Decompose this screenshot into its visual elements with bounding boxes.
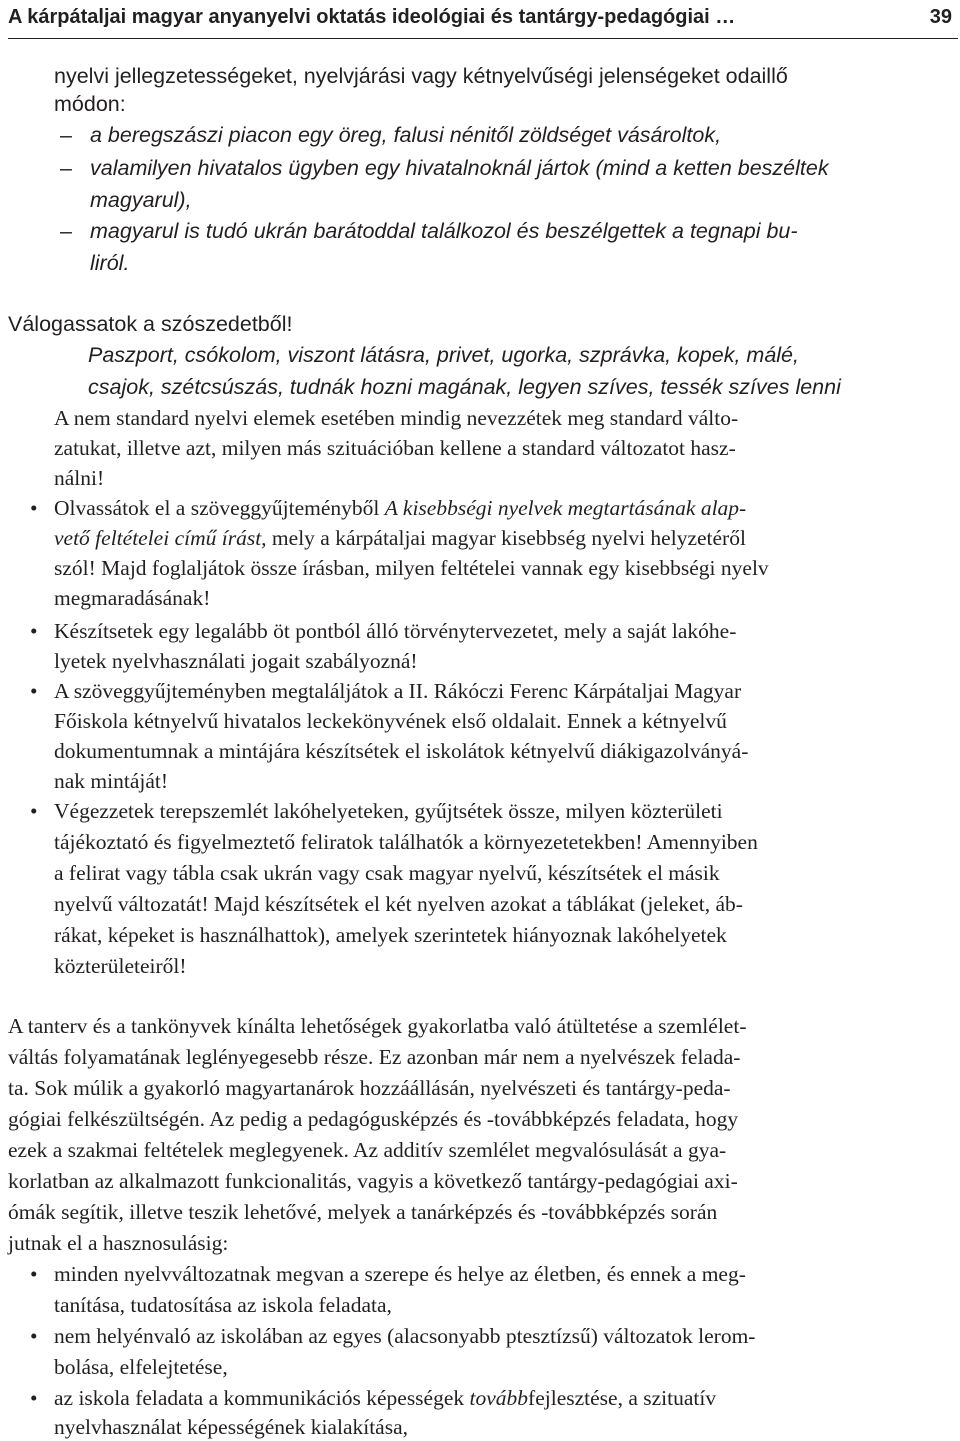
dash-marker: – (60, 123, 72, 147)
paragraph-line-1: A tanterv és a tankönyvek kínálta lehetőségek gyakorlatba való átültetése a szemlélet- (8, 1014, 747, 1038)
task-2-line-1: Készítsetek egy legalább öt pontból álló törvénytervezetet, mely a saját lakóhe- (54, 619, 737, 643)
note-line-1: A nem standard nyelvi elemek esetében mindig nevezzétek meg standard válto- (54, 406, 739, 430)
situation-2-line-2: magyarul), (90, 188, 192, 212)
task-1-line-3: szól! Majd foglaljátok össze írásban, milyen feltételei vannak egy kisebbségi nyelv (54, 556, 769, 580)
situation-1: a beregszászi piacon egy öreg, falusi nénitől zöldséget vásároltok, (90, 123, 722, 147)
running-title: A kárpátaljai magyar anyanyelvi oktatás ideológiai és tantárgy-pedagógiai … (8, 6, 736, 28)
task-4-line-1: Végezzetek terepszemlét lakóhelyeteken, gyűjtsétek össze, milyen közterületi (54, 799, 723, 823)
task-1-text: mely a kárpátaljai magyar kisebbség nyelvi helyzetéről (266, 526, 746, 550)
paragraph-line-6: korlatban az alkalmazott funkcionalitás, vagyis a következő tantárgy-pedagógiai axi- (8, 1169, 738, 1193)
note-line-3: nálni! (54, 466, 105, 490)
task-4-line-5: rákat, képeket is használhattok), amelyek szerintetek hiányoznak lakóhelyetek (54, 923, 727, 947)
task-4-line-6: közterületeiről! (54, 954, 187, 978)
task-4-line-4: nyelvű változatát! Majd készítsétek el két nyelven azokat a táblákat (jeleket, áb- (54, 892, 743, 916)
dash-marker: – (60, 156, 72, 180)
paragraph-line-5: ezek a szakmai feltételek meglegyenek. Az additív szemlélet megvalósulását a gya- (8, 1138, 727, 1162)
situation-3-line-1: magyarul is tudó ukrán barátoddal találkozol és beszélgettek a tegnapi bu- (90, 219, 798, 243)
paragraph-line-3: ta. Sok múlik a gyakorló magyartanárok hozzáállásán, nyelvészeti és tantárgy-peda- (8, 1076, 731, 1100)
task-3-line-4: nak mintáját! (54, 769, 169, 793)
note-line-2: zatukat, illetve azt, milyen más szituációban kellene a standard változatot hasz- (54, 436, 736, 460)
task-4-line-2: tájékoztató és figyelmeztető feliratok találhatók a környezetetekben! Amennyiben (54, 830, 758, 854)
axiom-2-line-1: nem helyénvaló az iskolában az egyes (alacsonyabb ptesztízsű) változatok lerom- (54, 1324, 756, 1348)
situation-3-line-2: liról. (90, 251, 130, 275)
bullet-marker: • (30, 619, 38, 643)
task-1-line-4: megmaradásának! (54, 586, 211, 610)
intro-line-2: módon: (54, 92, 126, 116)
task-1-line-2 (54, 524, 746, 552)
bullet-marker: • (30, 679, 38, 703)
paragraph-line-8: jutnak el a hasznosulásig: (8, 1231, 229, 1255)
task-3-line-2: Főiskola kétnyelvű hivatalos leckekönyvének első oldalait. Ennek a kétnyelvű (54, 709, 727, 733)
axiom-1-line-2: tanítása, tudatosítása az iskola feladata, (54, 1293, 392, 1317)
bullet-marker: • (30, 1324, 38, 1348)
axiom-3-text: fejlesztése, a szituatív (528, 1386, 717, 1410)
bullet-marker: • (30, 799, 38, 823)
paragraph-line-4: gógiai felkészültségén. Az pedig a pedagógusképzés és -továbbképzés feladata, hogy (8, 1107, 739, 1131)
task-3-line-3: dokumentumnak a mintájára készítsétek el iskolátok kétnyelvű diákigazolványá- (54, 739, 749, 763)
intro-line-1: nyelvi jellegzetességeket, nyelvjárási vagy kétnyelvűségi jelenségeket odaillő (54, 64, 788, 88)
word-list-line-2: csajok, szétcsúszás, tudnák hozni magának, legyen szíves, tessék szíves lenni (88, 375, 841, 399)
task-1-source-title: vető feltételei című írást, (54, 526, 267, 550)
selection-heading: Válogassatok a szószedetből! (8, 312, 293, 336)
paragraph-line-7: ómák segítik, illetve teszik lehetővé, melyek a tanárképzés és -továbbképzés során (8, 1200, 718, 1224)
axiom-3-emphasis: tovább (469, 1386, 529, 1410)
axiom-1-line-1: minden nyelvváltozatnak megvan a szerepe és helye az életben, és ennek a meg- (54, 1262, 746, 1286)
task-1-source-title: A kisebbségi nyelvek megtartásának alap- (384, 496, 747, 520)
task-4-line-3: a felirat vagy tábla csak ukrán vagy csak magyar nyelvű, készítsétek el másik (54, 861, 720, 885)
axiom-3-line-1 (54, 1384, 716, 1412)
situation-2-line-1: valamilyen hivatalos ügyben egy hivatalnoknál jártok (mind a ketten beszéltek (90, 156, 829, 180)
running-header (8, 2, 958, 39)
task-3-line-1: A szöveggyűjteményben megtaláljátok a II. Rákóczi Ferenc Kárpátaljai Magyar (54, 679, 742, 703)
paragraph-line-2: váltás folyamatának leglényegesebb része. Ez azonban már nem a nyelvészek felada- (8, 1045, 741, 1069)
dash-marker: – (60, 219, 72, 243)
axiom-2-line-2: bolása, elfelejtetése, (54, 1355, 228, 1379)
bullet-marker: • (30, 496, 38, 520)
word-list-line-1: Paszport, csókolom, viszont látásra, privet, ugorka, szprávka, kopek, málé, (88, 343, 799, 367)
task-1-line-1 (54, 494, 746, 522)
axiom-3-line-2: nyelvhasználat képességének kialakítása, (54, 1415, 409, 1439)
task-2-line-2: lyetek nyelvhasználati jogait szabályozná! (54, 649, 418, 673)
axiom-3-text: az iskola feladata a kommunikációs képességek (54, 1386, 470, 1410)
page-number: 39 (929, 6, 952, 28)
bullet-marker: • (30, 1262, 38, 1286)
bullet-marker: • (30, 1386, 38, 1410)
task-1-text: Olvassátok el a szöveggyűjteményből (54, 496, 385, 520)
